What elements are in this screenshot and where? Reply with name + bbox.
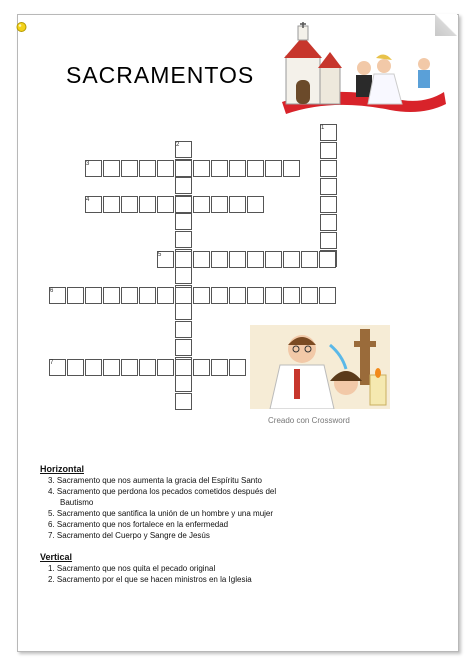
clue-down-2: 2. Sacramento por el que se hacen ministros en la Iglesia [48,575,252,584]
grid-cell[interactable] [247,251,264,268]
grid-cell[interactable] [103,287,120,304]
clue-across-6: 6. Sacramento que nos fortalece en la enfermedad [48,520,229,529]
grid-cell[interactable] [175,196,192,213]
grid-cell[interactable] [175,287,192,304]
grid-cell[interactable] [157,196,174,213]
creator-caption: Creado con Crossword [268,416,350,425]
across-heading: Horizontal [40,464,84,474]
grid-cell[interactable] [320,160,337,177]
grid-cell[interactable] [175,267,192,284]
clue-across-7: 7. Sacramento del Cuerpo y Sangre de Jesús [48,531,210,540]
grid-cell[interactable] [229,160,246,177]
grid-cell[interactable] [103,196,120,213]
grid-cell[interactable] [247,196,264,213]
grid-cell[interactable] [320,232,337,249]
clue-number-label: 1 [321,125,325,131]
grid-cell[interactable] [193,251,210,268]
grid-cell[interactable] [139,287,156,304]
grid-cell[interactable] [175,321,192,338]
grid-cell[interactable] [193,160,210,177]
grid-cell[interactable] [193,196,210,213]
grid-cell[interactable] [85,359,102,376]
grid-cell[interactable] [265,160,282,177]
grid-cell[interactable] [67,287,84,304]
grid-cell[interactable] [283,160,300,177]
clue-across-5: 5. Sacramento que santifica la unión de un hombre y una mujer [48,509,274,518]
clue-number-label: 2 [176,142,180,148]
grid-cell[interactable] [175,393,192,410]
grid-cell[interactable] [67,359,84,376]
grid-cell[interactable] [211,287,228,304]
clue-number-label: 7 [50,360,54,366]
grid-cell[interactable] [139,359,156,376]
grid-cell[interactable] [211,196,228,213]
clue-number-label: 5 [158,252,162,258]
clue-number-label: 3 [86,161,90,167]
grid-cell[interactable] [320,178,337,195]
grid-cell[interactable] [193,287,210,304]
grid-cell[interactable] [157,160,174,177]
page-title: SACRAMENTOS [66,62,255,88]
grid-cell[interactable] [175,339,192,356]
grid-cell[interactable] [175,213,192,230]
grid-cell[interactable] [121,196,138,213]
clue-number-label: 4 [86,197,90,203]
grid-cell[interactable] [121,359,138,376]
pushpin-icon [15,21,28,34]
baptism-illustration [250,325,390,409]
grid-cell[interactable] [157,287,174,304]
grid-cell[interactable] [211,160,228,177]
grid-cell[interactable] [175,303,192,320]
grid-cell[interactable] [229,287,246,304]
grid-cell[interactable] [247,287,264,304]
clues-across [40,464,276,541]
clue-down-1: 1. Sacramento que nos quita el pecado original [48,564,216,573]
grid-cell[interactable] [229,359,246,376]
wedding-church-illustration [272,22,448,116]
clue-number-label: 6 [50,288,54,294]
grid-cell[interactable] [320,196,337,213]
grid-cell[interactable] [301,251,318,268]
clue-across-4-cont: Bautismo [60,498,94,507]
clue-across-4: 4. Sacramento que perdona los pecados cometidos después del [48,487,277,496]
grid-cell[interactable] [211,251,228,268]
grid-cell[interactable] [103,160,120,177]
grid-cell[interactable] [320,214,337,231]
grid-cell[interactable] [157,359,174,376]
grid-cell[interactable] [175,231,192,248]
grid-cell[interactable] [319,251,336,268]
grid-cell[interactable] [175,251,192,268]
grid-cell[interactable] [193,359,210,376]
grid-cell[interactable] [121,160,138,177]
grid-cell[interactable] [229,196,246,213]
grid-cell[interactable] [247,160,264,177]
grid-cell[interactable] [175,160,192,177]
down-heading: Vertical [40,552,73,562]
clues-down [40,552,252,585]
grid-cell[interactable] [229,251,246,268]
grid-cell[interactable] [175,177,192,194]
grid-cell[interactable] [320,142,337,159]
grid-cell[interactable] [283,287,300,304]
grid-cell[interactable] [121,287,138,304]
grid-cell[interactable] [85,287,102,304]
grid-cell[interactable] [211,359,228,376]
grid-cell[interactable] [103,359,120,376]
grid-cell[interactable] [139,160,156,177]
grid-cell[interactable] [319,287,336,304]
grid-cell[interactable] [301,287,318,304]
grid-cell[interactable] [265,287,282,304]
grid-cell[interactable] [265,251,282,268]
grid-cell[interactable] [139,196,156,213]
clue-across-3: 3. Sacramento que nos aumenta la gracia del Espíritu Santo [48,476,262,485]
grid-cell[interactable] [175,359,192,376]
grid-cell[interactable] [283,251,300,268]
grid-cell[interactable] [175,375,192,392]
